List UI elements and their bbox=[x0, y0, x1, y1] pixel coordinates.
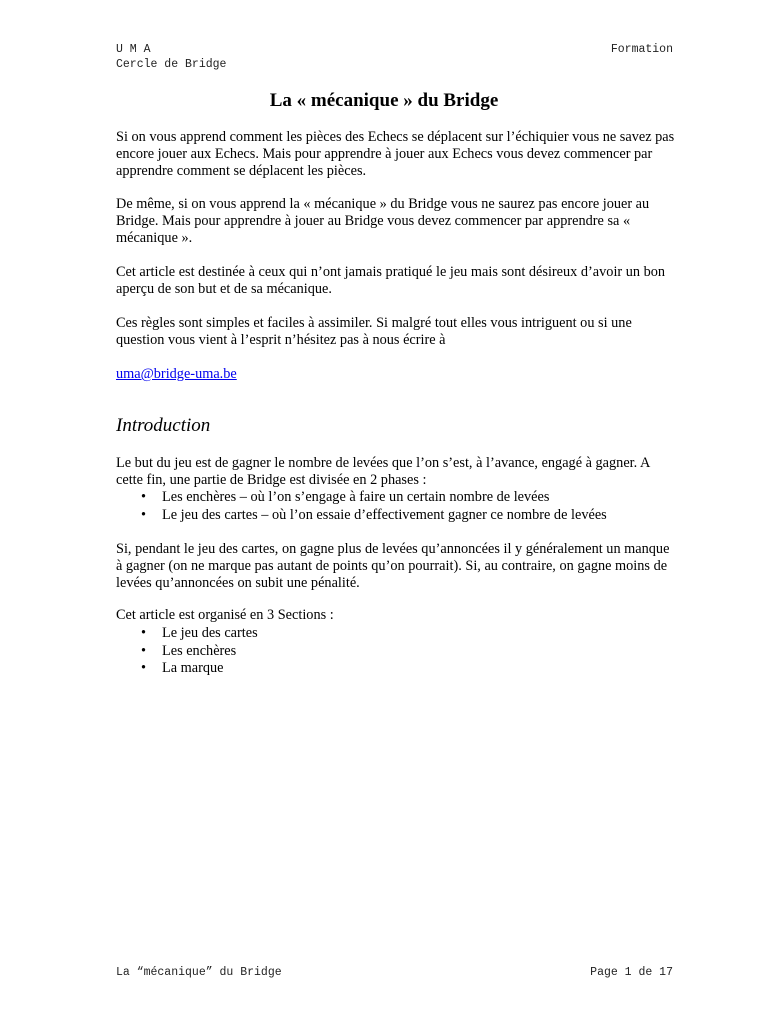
header-category: Formation bbox=[610, 43, 673, 56]
bullet-icon: • bbox=[141, 660, 147, 676]
introduction-paragraph-3: Cet article est organisé en 3 Sections : bbox=[116, 607, 334, 623]
list-item-text: Les enchères bbox=[162, 642, 237, 659]
section-heading-introduction: Introduction bbox=[116, 415, 211, 436]
footer-page-number: Page 1 de 17 bbox=[590, 966, 673, 979]
header-club: Cercle de Bridge bbox=[116, 58, 227, 71]
list-item bbox=[116, 489, 607, 507]
list-item bbox=[116, 660, 258, 678]
bullet-icon: • bbox=[141, 489, 147, 505]
list-item-text: Les enchères – où l’on s’engage à faire un certain nombre de levées bbox=[162, 489, 550, 505]
list-item-text: Le jeu des cartes – où l’on essaie d’effectivement gagner ce nombre de levées bbox=[162, 506, 607, 523]
introduction-paragraph-1: Le but du jeu est de gagner le nombre de levées que l’on s’est, à l’avance, engagé à gagner. A cette fin, une partie de Bridge est divisée en 2 phases : bbox=[116, 455, 650, 488]
bullet-icon: • bbox=[141, 625, 147, 641]
list-item-text: La marque bbox=[162, 660, 224, 676]
document-title: La « mécanique » du Bridge bbox=[269, 90, 499, 111]
header-org: U M A bbox=[116, 43, 151, 56]
bullet-icon: • bbox=[141, 642, 147, 659]
contact-email-link[interactable]: uma@bridge-uma.be bbox=[116, 366, 237, 382]
intro-paragraph-4: Ces règles sont simples et faciles à assimiler. Si malgré tout elles vous intriguent ou si une question vous vient à l’esprit n’hésitez pas à nous écrire à bbox=[116, 315, 632, 348]
bullet-icon: • bbox=[141, 506, 147, 523]
page-header-left bbox=[116, 42, 226, 72]
list-item-text: Le jeu des cartes bbox=[162, 625, 258, 641]
phases-list bbox=[116, 489, 607, 524]
intro-paragraph-3: Cet article est destinée à ceux qui n’ont jamais pratiqué le jeu mais sont désireux d’avoir un bon aperçu de son but et de sa mécanique. bbox=[116, 264, 666, 297]
intro-paragraph-2: De même, si on vous apprend la « mécanique » du Bridge vous ne saurez pas encore jouer au Bridge. Mais pour apprendre à jouer au Bridge vous devez commencer par apprendre sa « mécanique ». bbox=[116, 196, 650, 246]
list-item bbox=[116, 625, 258, 643]
sections-list bbox=[116, 625, 258, 678]
list-item bbox=[116, 507, 607, 525]
list-item bbox=[116, 643, 258, 661]
footer-doc-title: La “mécanique” du Bridge bbox=[116, 966, 282, 979]
introduction-paragraph-2: Si, pendant le jeu des cartes, on gagne plus de levées qu’annoncées il y généralement un manque à gagner (on ne marque pas autant de points qu’on pourrait). Si, au contraire, on gagne moins de levées qu’annoncées on subit une pénalité. bbox=[116, 541, 670, 591]
intro-paragraph-1: Si on vous apprend comment les pièces des Echecs se déplacent sur l’échiquier vous ne savez pas encore jouer aux Echecs. Mais pour apprendre à jouer aux Echecs vous devez commencer par apprendre comment se déplacent les pièces. bbox=[116, 129, 675, 179]
